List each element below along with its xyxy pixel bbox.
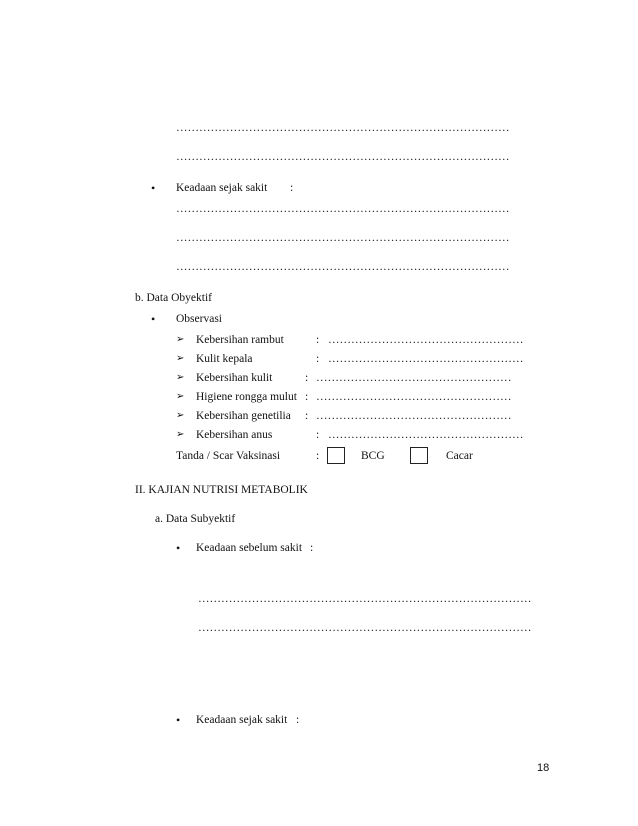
dotted-line-6: …………………………………………………………………………… bbox=[198, 593, 532, 605]
arrow-bullet-icon: ➢ bbox=[176, 391, 185, 402]
bullet-icon: • bbox=[151, 181, 156, 195]
observasi-label: Observasi bbox=[176, 313, 222, 325]
dotted-line-1: …………………………………………………………………………… bbox=[176, 122, 510, 134]
item-label: Kulit kepala bbox=[196, 353, 253, 365]
item-label: Kebersihan rambut bbox=[196, 334, 284, 346]
dotted-line-4: …………………………………………………………………………… bbox=[176, 232, 510, 244]
data-subyektif-heading: a. Data Subyektif bbox=[155, 513, 236, 525]
bcg-label: BCG bbox=[361, 450, 385, 462]
arrow-bullet-icon: ➢ bbox=[176, 372, 185, 383]
dotted-line-3: …………………………………………………………………………… bbox=[176, 203, 510, 215]
item-label: Kebersihan genetilia bbox=[196, 410, 291, 422]
colon: : bbox=[305, 391, 309, 403]
dotted-line-2: …………………………………………………………………………… bbox=[176, 151, 510, 163]
dotted-field: …………………………………………… bbox=[328, 353, 524, 365]
colon: : bbox=[296, 714, 300, 726]
bullet-icon: • bbox=[151, 312, 156, 326]
keadaan-sejak-sakit-label: Keadaan sejak sakit bbox=[196, 714, 288, 726]
colon: : bbox=[305, 410, 309, 422]
arrow-bullet-icon: ➢ bbox=[176, 410, 185, 421]
colon: : bbox=[310, 542, 314, 554]
cacar-label: Cacar bbox=[446, 450, 473, 462]
dotted-field: …………………………………………… bbox=[328, 334, 524, 346]
colon: : bbox=[316, 334, 320, 346]
colon: : bbox=[316, 450, 320, 462]
dotted-field: …………………………………………… bbox=[328, 429, 524, 441]
keadaan-sejak-sakit-label: Keadaan sejak sakit bbox=[176, 182, 268, 194]
colon: : bbox=[316, 353, 320, 365]
dotted-line-7: …………………………………………………………………………… bbox=[198, 622, 532, 634]
cacar-checkbox[interactable] bbox=[410, 447, 428, 464]
item-label: Kebersihan kulit bbox=[196, 372, 273, 384]
dotted-field: …………………………………………… bbox=[316, 391, 512, 403]
bullet-icon: • bbox=[176, 541, 181, 555]
colon: : bbox=[305, 372, 309, 384]
item-label: Kebersihan anus bbox=[196, 429, 273, 441]
dotted-field: …………………………………………… bbox=[316, 372, 512, 384]
dotted-field: …………………………………………… bbox=[316, 410, 512, 422]
arrow-bullet-icon: ➢ bbox=[176, 429, 185, 440]
item-label: Higiene rongga mulut bbox=[196, 391, 297, 403]
dotted-line-5: …………………………………………………………………………… bbox=[176, 261, 510, 273]
arrow-bullet-icon: ➢ bbox=[176, 353, 185, 364]
arrow-bullet-icon: ➢ bbox=[176, 334, 185, 345]
bcg-checkbox[interactable] bbox=[327, 447, 345, 464]
colon: : bbox=[290, 182, 294, 194]
page-number: 18 bbox=[537, 762, 550, 774]
bullet-icon: • bbox=[176, 713, 181, 727]
keadaan-sebelum-sakit-label: Keadaan sebelum sakit bbox=[196, 542, 303, 554]
section-b-heading: b. Data Obyektif bbox=[135, 292, 212, 304]
vaksinasi-label: Tanda / Scar Vaksinasi bbox=[176, 450, 281, 462]
section-ii-heading: II. KAJIAN NUTRISI METABOLIK bbox=[135, 484, 308, 496]
colon: : bbox=[316, 429, 320, 441]
